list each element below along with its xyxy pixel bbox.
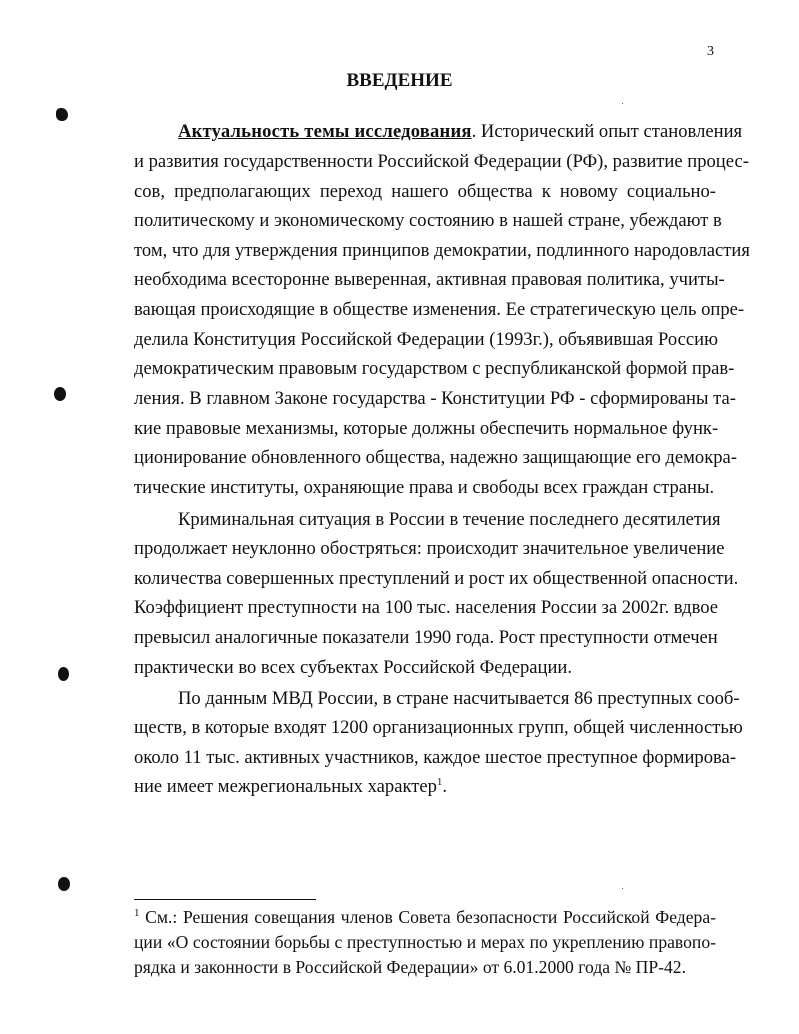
footnote-line: рядка и законности в Российской Федерации» от 6.01.2000 года № ПР-42. — [134, 957, 687, 977]
binder-hole-mark — [56, 108, 68, 121]
footnote-line-1 — [134, 907, 716, 928]
text-line: тические институты, охраняющие права и свободы всех граждан страны. — [134, 477, 715, 498]
text-line: кие правовые механизмы, которые должны обеспечить нормальное функ- — [134, 418, 719, 439]
text-line: сов, предполагающих переход нашего общества к новому социально- — [134, 181, 716, 202]
text-line — [134, 776, 716, 798]
text-line: необходима всесторонне выверенная, активная правовая политика, учиты- — [134, 269, 725, 290]
text-line: Коэффициент преступности на 100 тыс. населения России за 2002г. вдвое — [134, 597, 719, 618]
binder-hole-mark — [54, 387, 66, 401]
text-line: количества совершенных преступлений и рост их общественной опасности. — [134, 568, 739, 589]
text-line: продолжает неуклонно обостряться: происходит значительное увеличение — [134, 538, 725, 559]
footnote-divider — [134, 899, 316, 900]
last-line-text: ние имеет межрегиональных характер — [134, 776, 437, 797]
paragraph-1-line-1 — [178, 121, 743, 143]
footnote-marker: 1 — [134, 907, 140, 920]
footnote-reference[interactable]: 1 — [436, 775, 443, 788]
text-line: демократическим правовым государством с республиканской формой прав- — [134, 358, 735, 379]
text-line: практически во всех субъектах Российской Федерации. — [134, 657, 573, 678]
binder-hole-mark — [58, 877, 70, 891]
paragraph-1-line-1-text: . Исторический опыт становления — [471, 121, 743, 142]
text-line: превысил аналогичные показатели 1990 года. Рост преступности отмечен — [134, 627, 718, 648]
text-line: ционирование обновленного общества, надежно защищающие его демокра- — [134, 447, 737, 468]
text-line: и развития государственности Российской Федерации (РФ), развитие процес- — [134, 151, 749, 172]
footnote-text: См.: Решения совещания членов Совета безопасности Российской Федера- — [145, 907, 716, 927]
text-line: делила Конституция Российской Федерации (1993г.), объявившая Россию — [134, 329, 718, 350]
page-title: ВВЕДЕНИЕ — [346, 70, 453, 91]
page-number: 3 — [707, 44, 714, 59]
text-line: ления. В главном Законе государства - Конституции РФ - сформированы та- — [134, 388, 736, 409]
text-line: вающая происходящие в обществе изменения. Ее стратегическую цель опре- — [134, 299, 745, 320]
text-line: По данным МВД России, в стране насчитывается 86 преступных сооб- — [178, 688, 740, 709]
scan-speck — [622, 103, 623, 104]
text-line: ществ, в которые входят 1200 организационных групп, общей численностью — [134, 717, 743, 738]
section-lead-heading: Актуальность темы исследования — [178, 121, 472, 142]
text-line: около 11 тыс. активных участников, каждое шестое преступное формирова- — [134, 747, 737, 768]
text-line: Криминальная ситуация в России в течение последнего десятилетия — [178, 509, 721, 530]
scan-speck — [622, 888, 623, 889]
footnote-line: ции «О состоянии борьбы с преступностью и мерах по укреплению правопо- — [134, 932, 716, 952]
binder-hole-mark — [58, 667, 69, 681]
text-line: политическому и экономическому состоянию в нашей стране, убеждают в — [134, 210, 722, 231]
text-line: том, что для утверждения принципов демократии, подлинного народовластия — [134, 240, 750, 261]
last-line-end: . — [442, 776, 448, 797]
